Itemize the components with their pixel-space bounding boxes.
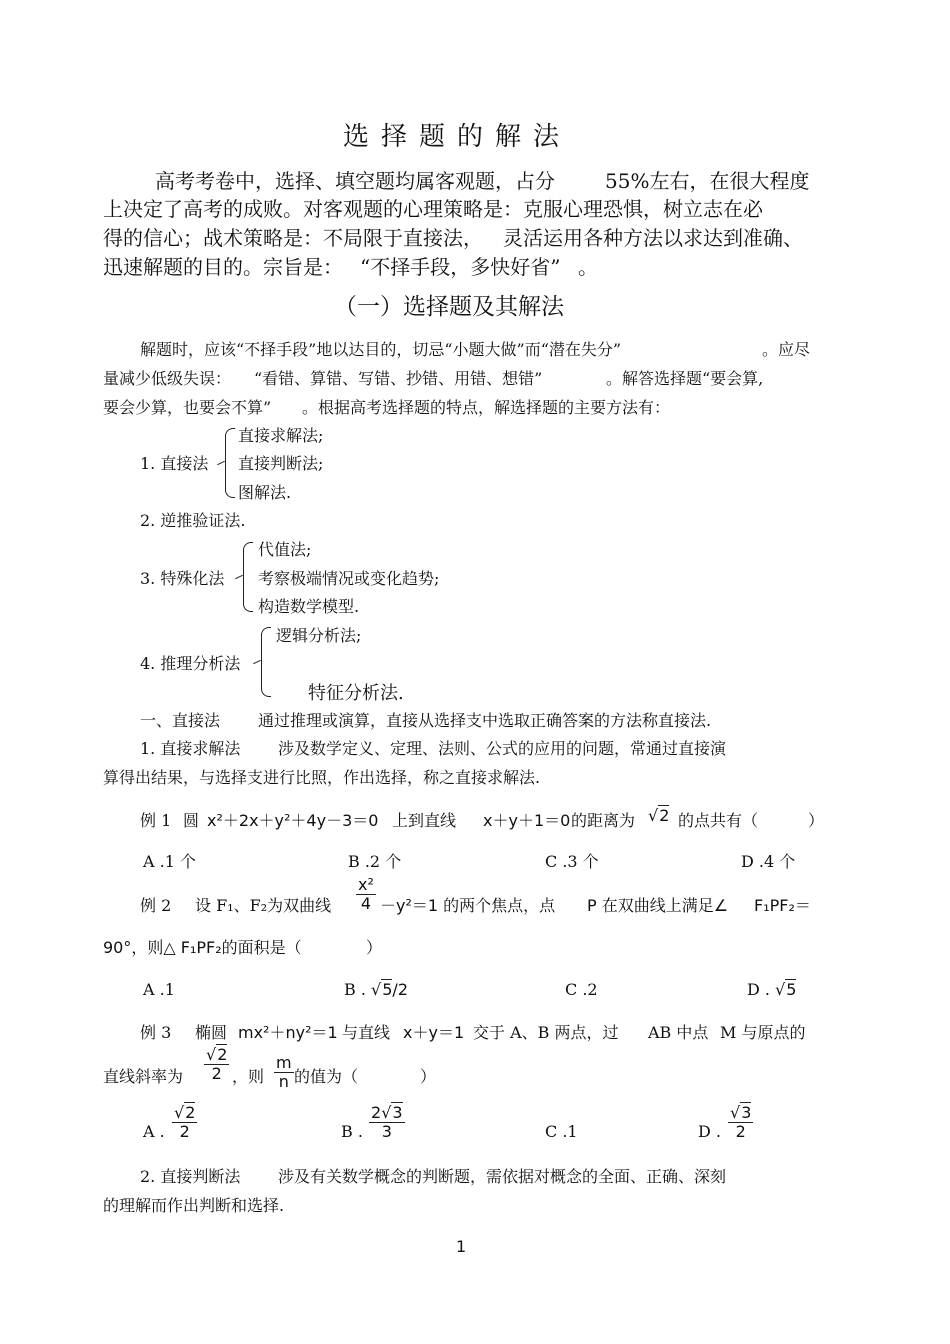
para-line1a: 解题时，应该“不择手段”地以达目的，切忌“小题大做”而“潜在失分” bbox=[140, 340, 622, 359]
ex2-option-c: C .2 bbox=[565, 980, 598, 999]
intro-line4b: “不择手段，多快好省” bbox=[360, 255, 561, 279]
ex3-text-e: M 与原点的 bbox=[720, 1023, 806, 1042]
ex3-line2a: 直线斜率为 bbox=[103, 1067, 184, 1086]
ex3-option-d-numerator: √3 bbox=[730, 1103, 752, 1122]
ex3-line-equation: x＋y＝1 bbox=[403, 1023, 465, 1042]
brace-method3 bbox=[243, 542, 253, 612]
ex3-text-a: 椭圆 bbox=[195, 1023, 228, 1042]
ex3-text-b: 与直线 bbox=[342, 1023, 391, 1042]
ex3-option-d-fraction bbox=[728, 1104, 753, 1141]
ex2-line2: 90°，则△ F₁PF₂的面积是（ bbox=[103, 938, 302, 957]
ex3-slope-radicand: 2 bbox=[217, 1045, 228, 1064]
ex3-option-a-numerator: √2 bbox=[174, 1103, 196, 1122]
page-title: 选择题的解法 bbox=[343, 122, 572, 152]
para-line1b: 。应尽 bbox=[762, 340, 811, 359]
method3-item3: 构造数学模型. bbox=[258, 597, 360, 616]
direct-heading: 一、直接法 bbox=[140, 711, 221, 730]
page-number: 1 bbox=[456, 1237, 467, 1256]
method3-item2: 考察极端情况或变化趋势; bbox=[258, 569, 440, 588]
subsection1-text-b: 算得出结果，与选择支进行比照，作出选择，称之直接求解法. bbox=[103, 768, 541, 787]
method1-item3: 图解法. bbox=[238, 483, 292, 502]
ex2-option-b-denominator: /2 bbox=[392, 980, 408, 999]
ex3-text-d: AB 中点 bbox=[648, 1023, 709, 1042]
ex3-option-a-fraction bbox=[172, 1104, 197, 1141]
brace-method4 bbox=[261, 627, 271, 697]
subsection1-title: 1. 直接求解法 bbox=[140, 739, 241, 758]
para-line3b: 。根据高考选择题的特点，解选择题的主要方法有： bbox=[302, 398, 671, 417]
ex2-option-b-label: B . bbox=[344, 980, 366, 999]
ex3-option-a-label: A . bbox=[143, 1122, 165, 1141]
para-line3a: 要会少算，也要会不算” bbox=[103, 398, 272, 417]
ex1-close: ） bbox=[808, 811, 825, 830]
ex2-option-b-sqrt: √5 bbox=[371, 980, 393, 999]
para-line2c: 。解答选择题“要会算, bbox=[606, 369, 764, 388]
ex1-text-c: 的距离为 bbox=[571, 811, 636, 830]
ex3-option-c: C .1 bbox=[545, 1122, 578, 1141]
ex2-option-d-sqrt: √5 bbox=[775, 980, 797, 999]
method4-item1: 逻辑分析法; bbox=[276, 626, 362, 645]
ex3-option-b-fraction bbox=[369, 1104, 405, 1141]
intro-line2: 上决定了高考的成败。对客观题的心理策略是：克服心理恐惧，树立志在必 bbox=[103, 197, 763, 221]
ex1-sqrt2-radicand: 2 bbox=[659, 806, 670, 825]
subsection2-title: 2. 直接判断法 bbox=[140, 1167, 241, 1186]
ex3-line2b: ，则 bbox=[232, 1067, 265, 1086]
ex3-mn-numerator: m bbox=[276, 1053, 292, 1072]
intro-line1a: 高考考卷中，选择、填空题均属客观题，占分 bbox=[155, 169, 555, 193]
ex2-fraction-numerator: x² bbox=[358, 875, 374, 894]
ex3-option-b-radicand: 3 bbox=[392, 1103, 403, 1122]
method4-label: 4. 推理分析法 bbox=[140, 654, 241, 673]
ex2-text-c: P 在双曲线上满足∠ bbox=[587, 896, 729, 915]
ex3-option-b-numerator: 2√3 bbox=[371, 1103, 403, 1122]
ex2-text-a: 设 F₁、F₂为双曲线 bbox=[195, 896, 332, 915]
direct-definition: 通过推理或演算，直接从选择支中选取正确答案的方法称直接法. bbox=[258, 711, 712, 730]
ex2-text-b: －y²＝1 的两个焦点，点 bbox=[380, 896, 556, 915]
ex3-slope-numerator: √2 bbox=[206, 1045, 228, 1064]
method1-item1: 直接求解法; bbox=[238, 426, 324, 445]
ex2-option-a: A .1 bbox=[143, 980, 175, 999]
ex1-text-b: 上到直线 bbox=[392, 811, 457, 830]
ex3-option-a-denominator: 2 bbox=[179, 1122, 190, 1141]
ex2-option-b bbox=[344, 980, 408, 999]
section-heading: （一）选择题及其解法 bbox=[334, 294, 564, 320]
ex2-fraction bbox=[356, 876, 376, 913]
ex3-option-d-label: D . bbox=[698, 1122, 721, 1141]
subsection1-text-a: 涉及数学定义、定理、法则、公式的应用的问题，常通过直接演 bbox=[278, 739, 727, 758]
subsection2-text-a: 涉及有关数学概念的判断题，需依据对概念的全面、正确、深刻 bbox=[278, 1167, 727, 1186]
method4-item2: 特征分析法. bbox=[308, 683, 404, 704]
ex3-option-b-coefficient: 2 bbox=[371, 1103, 382, 1122]
method3-label: 3. 特殊化法 bbox=[140, 569, 225, 588]
brace-method1 bbox=[225, 428, 235, 498]
ex2-fraction-denominator: 4 bbox=[360, 894, 372, 913]
para-line2a: 量减少低级失误： bbox=[103, 369, 232, 388]
ex3-option-b-label: B . bbox=[341, 1122, 363, 1141]
method1-label: 1. 直接法 bbox=[140, 454, 209, 473]
ex3-option-a-radicand: 2 bbox=[185, 1103, 196, 1122]
ex3-slope-fraction bbox=[204, 1046, 229, 1083]
ex1-label: 例 1 bbox=[140, 811, 172, 830]
ex2-close: ） bbox=[366, 938, 383, 957]
intro-line4a: 迅速解题的目的。宗旨是： bbox=[103, 255, 343, 279]
ex2-option-b-radicand: 5 bbox=[382, 980, 393, 999]
ex1-option-c: C .3 个 bbox=[545, 852, 599, 871]
para-line2b: “看错、算错、写错、抄错、用错、想错” bbox=[254, 369, 543, 388]
ex3-close: ） bbox=[420, 1067, 437, 1086]
ex1-text-a: 圆 bbox=[183, 811, 200, 830]
ex2-label: 例 2 bbox=[140, 896, 172, 915]
ex1-option-b: B .2 个 bbox=[348, 852, 402, 871]
ex2-option-d bbox=[747, 980, 796, 999]
ex1-option-a: A .1 个 bbox=[143, 852, 196, 871]
intro-line3b: 灵活运用各种方法以求达到准确、 bbox=[503, 226, 803, 250]
intro-line4c: 。 bbox=[578, 255, 598, 279]
ex2-text-d: F₁PF₂＝ bbox=[754, 896, 811, 915]
ex3-text-c: 交于 A、B 两点，过 bbox=[473, 1023, 619, 1042]
ex1-sqrt2: √2 bbox=[648, 806, 670, 825]
ex3-option-d-radicand: 3 bbox=[741, 1103, 752, 1122]
ex1-text-d: 的点共有（ bbox=[678, 811, 759, 830]
method1-item2: 直接判断法; bbox=[238, 454, 324, 473]
subsection2-text-b: 的理解而作出判断和选择. bbox=[103, 1196, 285, 1215]
ex3-option-b-denominator: 3 bbox=[381, 1122, 392, 1141]
ex2-option-d-radicand: 5 bbox=[786, 980, 797, 999]
ex3-slope-denominator: 2 bbox=[211, 1064, 222, 1083]
ex3-option-d-denominator: 2 bbox=[735, 1122, 746, 1141]
ex1-circle-equation: x²＋2x＋y²＋4y－3＝0 bbox=[207, 811, 379, 830]
intro-line3a: 得的信心；战术策略是：不局限于直接法， bbox=[103, 226, 483, 250]
ex3-label: 例 3 bbox=[140, 1023, 172, 1042]
ex2-option-d-label: D . bbox=[747, 980, 770, 999]
ex3-mn-denominator: n bbox=[278, 1072, 289, 1091]
ex1-option-d: D .4 个 bbox=[741, 852, 796, 871]
method3-item1: 代值法; bbox=[258, 540, 312, 559]
intro-line1b: 55%左右，在很大程度 bbox=[605, 169, 810, 193]
ex3-ellipse-equation: mx²＋ny²＝1 bbox=[238, 1023, 338, 1042]
ex3-mn-fraction bbox=[274, 1054, 294, 1091]
ex1-line-equation: x＋y＋1＝0 bbox=[483, 811, 571, 830]
ex3-line2c: 的值为（ bbox=[294, 1067, 359, 1086]
method2-label: 2. 逆推验证法. bbox=[140, 511, 246, 530]
